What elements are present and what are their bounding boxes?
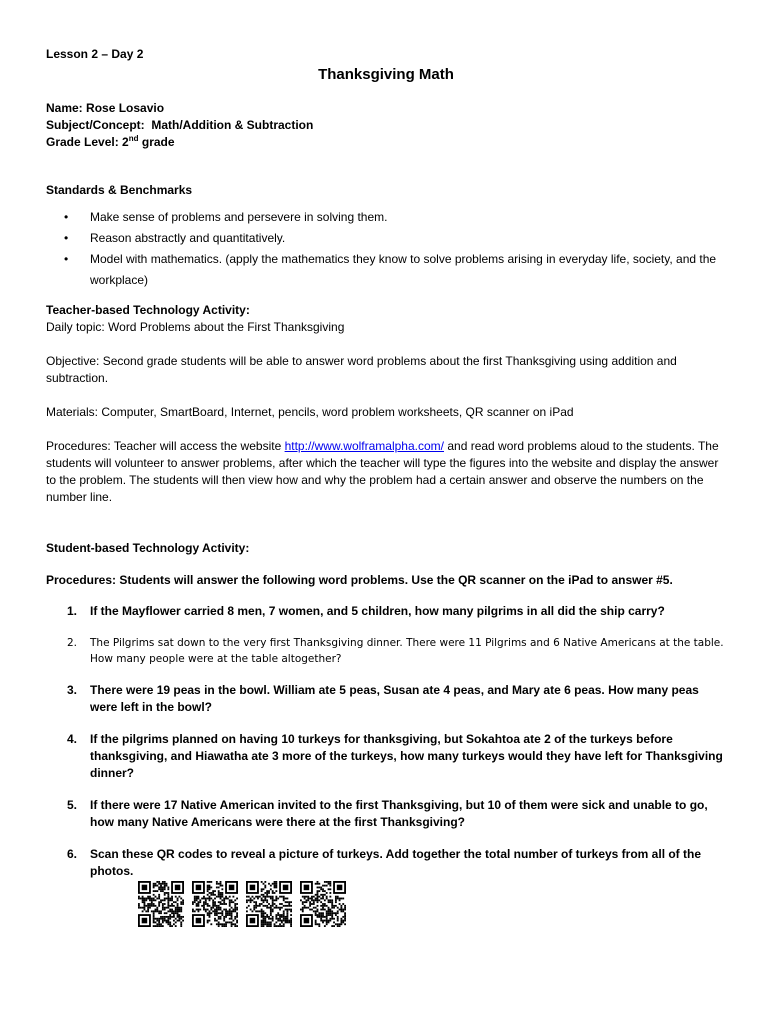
problem-number: 2. bbox=[67, 637, 78, 649]
grade-label: Grade Level: bbox=[46, 135, 119, 149]
lesson-plan bbox=[46, 46, 726, 931]
problem-text: If the Mayflower carried 8 men, 7 women, and 5 children, how many pilgrims in all did the ship carry? bbox=[90, 604, 665, 618]
word-problem-2 bbox=[46, 635, 726, 667]
objective-label: Objective: bbox=[46, 354, 100, 368]
problem-text: If there were 17 Native American invited to the first Thanksgiving, but 10 of them were sick and unable to go, how many Native Americans were there at the first Thanksgiving? bbox=[90, 798, 708, 829]
page-title: Thanksgiving Math bbox=[318, 66, 454, 83]
grade-word: grade bbox=[141, 135, 175, 149]
student-procedures-label: Procedures: bbox=[46, 573, 117, 587]
daily-topic-value: Word Problems about the First Thanksgiving bbox=[108, 320, 345, 334]
standards-list bbox=[46, 207, 726, 291]
grade-suffix: nd bbox=[128, 134, 139, 143]
objective-block bbox=[46, 353, 726, 387]
teacher-activity-heading: Teacher-based Technology Activity: bbox=[46, 303, 250, 317]
daily-topic-line bbox=[46, 319, 726, 336]
student-activity-heading: Student-based Technology Activity: bbox=[46, 541, 250, 555]
problem-text: The Pilgrims sat down to the very first Thanksgiving dinner. There were 11 Pilgrims and 6 Native Americans at the table. How many people were at the table altogether? bbox=[90, 637, 724, 665]
word-problem-6 bbox=[46, 846, 726, 880]
student-procedures-value: Students will answer the following word problems. Use the QR scanner on the iPad to answer #5. bbox=[119, 573, 673, 587]
subject-line bbox=[46, 117, 726, 134]
qr-code-4[interactable] bbox=[300, 881, 346, 927]
teacher-activity bbox=[46, 302, 726, 336]
qr-code-2[interactable] bbox=[192, 881, 238, 927]
name-value: Rose Losavio bbox=[86, 101, 165, 115]
subject-label: Subject/Concept: bbox=[46, 118, 145, 132]
info-block bbox=[46, 100, 726, 151]
objective-value: Second grade students will be able to answer word problems about the first Thanksgiving using addition and subtraction. bbox=[46, 354, 677, 385]
materials-line bbox=[46, 404, 726, 421]
materials-block bbox=[46, 404, 726, 421]
teacher-procedures-line bbox=[46, 438, 726, 506]
procedures-label: Procedures: bbox=[46, 439, 111, 453]
problem-number: 3. bbox=[67, 683, 78, 697]
standards-heading: Standards & Benchmarks bbox=[46, 183, 193, 197]
teacher-procedures-block bbox=[46, 438, 726, 506]
list-item: • Reason abstractly and quantitatively. bbox=[90, 228, 726, 249]
word-problem-list bbox=[46, 603, 726, 880]
grade-line bbox=[46, 134, 726, 151]
procedures-text-pre: Teacher will access the website bbox=[113, 439, 282, 453]
problem-text: If the pilgrims planned on having 10 turkeys for thanksgiving, but Sokahtoa ate 2 of the turkeys before thanksgiving, and Hiawatha ate 3 more of the turkeys, how many turkeys would they have left for Thanksgiving dinner? bbox=[90, 732, 723, 780]
problem-number: 5. bbox=[67, 798, 78, 812]
qr-code-row bbox=[138, 881, 726, 931]
procedures-text-post: and read word problems aloud to the students. The students will volunteer to answer problems, after which the teacher will type the figures into the website and display the answer to the problem. The students will then view how and why the problem had a certain answer and observe the numbers on the number line. bbox=[46, 439, 719, 504]
problem-text: There were 19 peas in the bowl. William ate 5 peas, Susan ate 4 peas, and Mary ate 6 peas. How many peas were left in the bowl? bbox=[90, 683, 699, 714]
word-problem-1 bbox=[46, 603, 726, 620]
materials-label: Materials: bbox=[46, 405, 99, 419]
list-item: • Model with mathematics. (apply the mathematics they know to solve problems arising in everyday life, society, and the workplace) bbox=[90, 249, 726, 291]
name-label: Name: bbox=[46, 101, 83, 115]
qr-code-3[interactable] bbox=[246, 881, 292, 927]
daily-topic-label: Daily topic: bbox=[46, 320, 105, 334]
grade-number: 2 bbox=[122, 135, 129, 149]
word-problem-5 bbox=[46, 797, 726, 831]
word-problem-4 bbox=[46, 731, 726, 782]
materials-value: Computer, SmartBoard, Internet, pencils, word problem worksheets, QR scanner on iPad bbox=[101, 405, 574, 419]
student-procedures-line bbox=[46, 572, 726, 589]
problem-number: 1. bbox=[67, 604, 78, 618]
lesson-label: Lesson 2 – Day 2 bbox=[46, 47, 144, 61]
problem-text: Scan these QR codes to reveal a picture of turkeys. Add together the total number of turkeys from all of the photos. bbox=[90, 847, 702, 878]
problem-number: 6. bbox=[67, 847, 78, 861]
subject-value: Math/Addition & Subtraction bbox=[151, 118, 314, 132]
wolframalpha-link[interactable]: http://www.wolframalpha.com/ bbox=[284, 439, 444, 453]
objective-line bbox=[46, 353, 726, 387]
word-problem-3 bbox=[46, 682, 726, 716]
problem-number: 4. bbox=[67, 732, 78, 746]
qr-code-1[interactable] bbox=[138, 881, 184, 927]
list-item: • Make sense of problems and persevere in solving them. bbox=[90, 207, 726, 228]
name-line bbox=[46, 100, 726, 117]
